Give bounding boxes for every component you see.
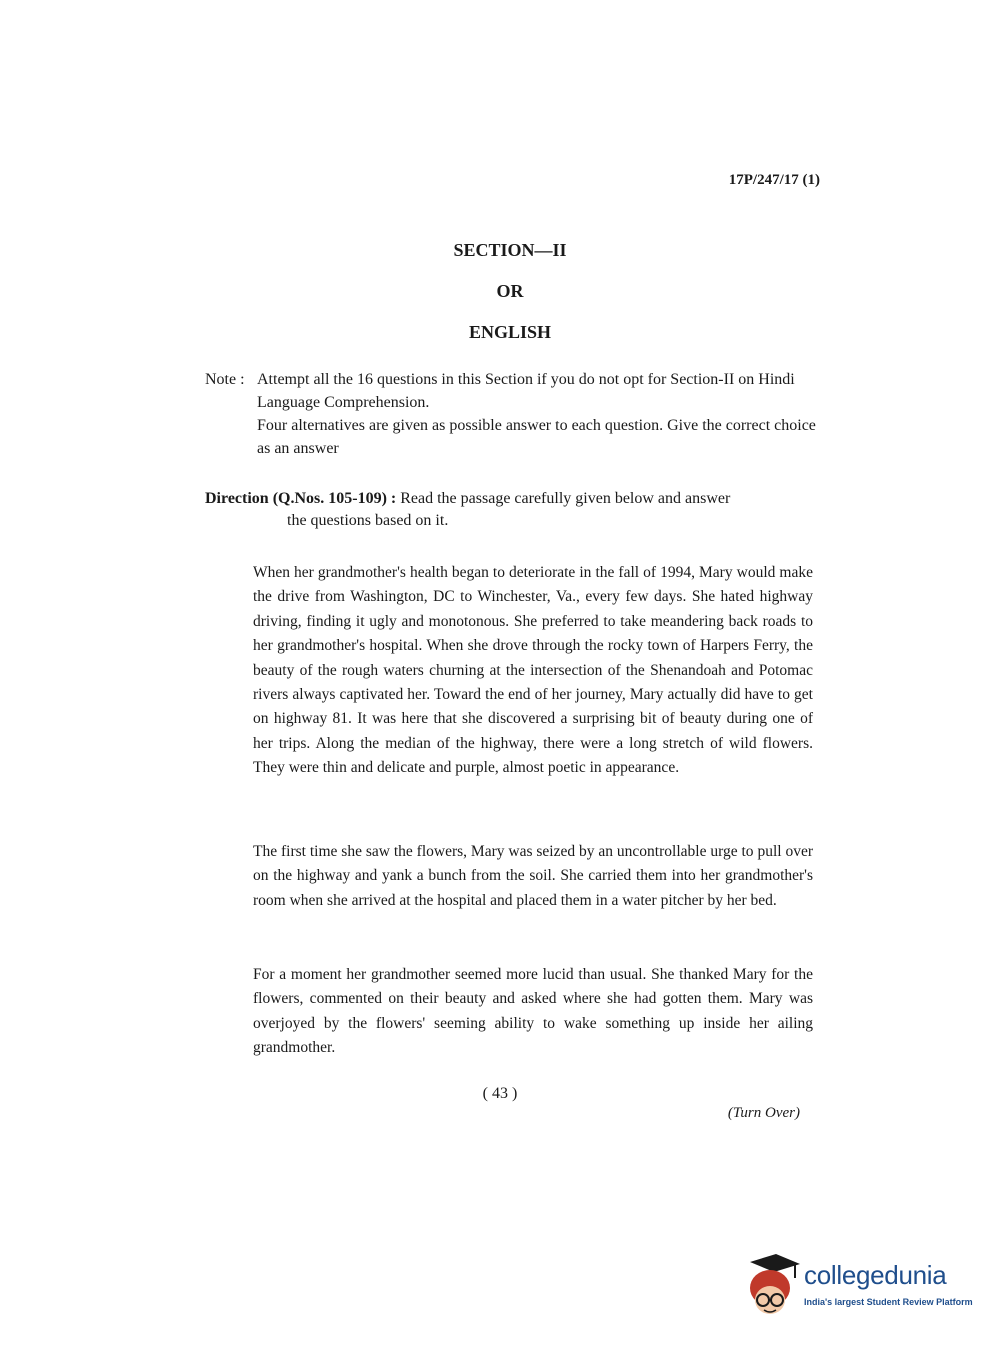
logo-brand-text: collegedunia (804, 1260, 947, 1290)
paper-code: 17P/247/17 (1) (728, 172, 820, 188)
direction-text: Read the passage carefully given below and answer (400, 490, 731, 507)
logo-tagline: India's largest Student Review Platform (804, 1297, 973, 1307)
direction-block (205, 488, 815, 532)
note-block (205, 368, 820, 460)
or-title: OR (496, 281, 524, 301)
passage-paragraph-1: When her grandmother's health began to deteriorate in the fall of 1994, Mary would make the drive from Washington, DC to Winchester, Va., every few days. She hated highway driving, finding it ugly and monotonous. She preferred to take meandering back roads to her grandmother's hospital. When she drove through the rocky town of Harpers Ferry, the beauty of the rough waters churning at the intersection of the Shenandoah and Potomac rivers always captivated her. Toward the end of her journey, Mary actually did have to get on highway 81. It was here that she discovered a surprising bit of beauty during one of her trips. Along the median of the highway, there were a long stretch of wild flowers. They were thin and delicate and purple, almost poetic in appearance. (253, 564, 813, 777)
collegedunia-logo (742, 1248, 972, 1328)
turn-over-label: (Turn Over) (727, 1105, 800, 1121)
note-line-2: Four alternatives are given as possible answer to each question. Give the correct choice as an answer (257, 417, 816, 457)
passage-paragraph-2: The first time she saw the flowers, Mary was seized by an uncontrollable urge to pull over on the highway and yank a bunch from the soil. She carried them into her grandmother's room when she arrived at the hospital and placed them in a water pitcher by her bed. (253, 843, 813, 909)
passage-paragraph-3: For a moment her grandmother seemed more lucid than usual. She thanked Mary for the flowers, commented on their beauty and asked where she had gotten them. Mary was overjoyed by the flowers' seeming ability to wake something up inside her ailing grandmother. (253, 966, 813, 1057)
note-label: Note : (205, 371, 245, 388)
direction-continuation: the questions based on it. (287, 512, 449, 529)
mascot-icon (742, 1252, 802, 1324)
note-line-1: Attempt all the 16 questions in this Section if you do not opt for Section-II on Hindi Language Comprehension. (257, 371, 795, 411)
subject-title: ENGLISH (468, 322, 552, 342)
page-number: ( 43 ) (482, 1085, 518, 1102)
direction-label: Direction (Q.Nos. 105-109) : (205, 490, 397, 507)
section-title: SECTION—II (453, 240, 567, 260)
